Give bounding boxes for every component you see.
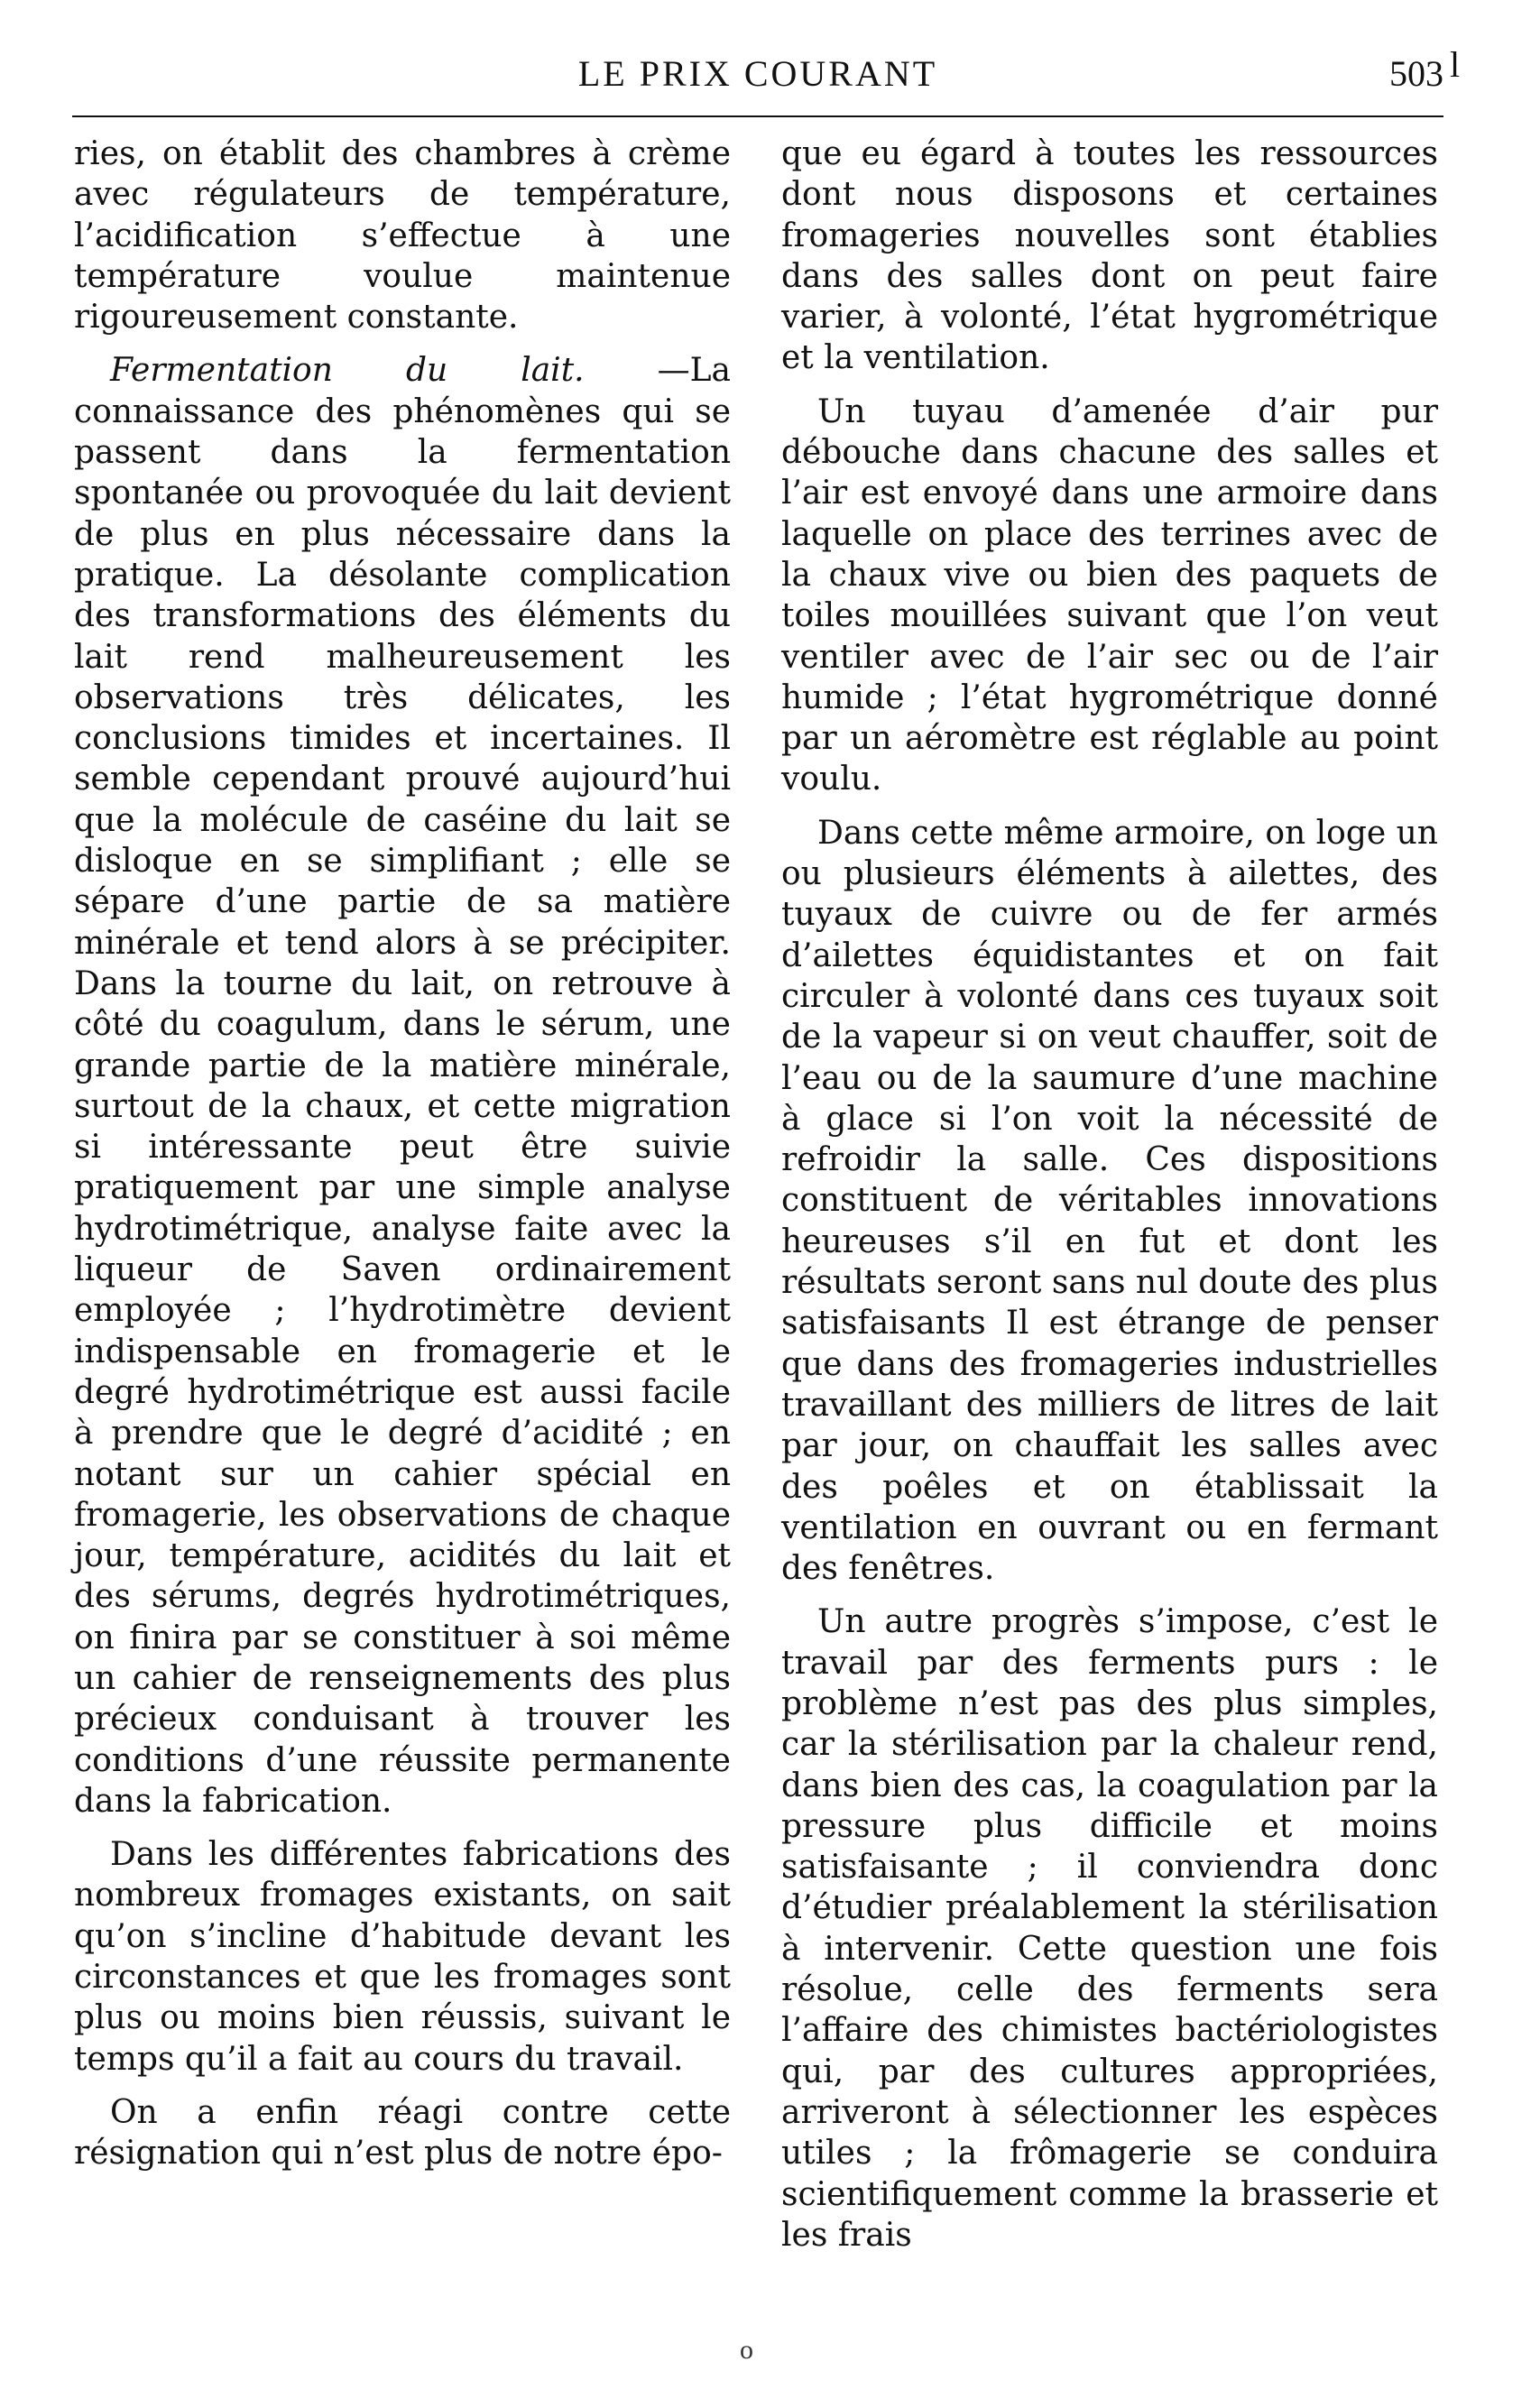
section-paragraph: [74, 350, 731, 1822]
paragraph: Un autre progrès s’impose, c’est le travail par des ferments purs : le problème n’est pas des plus simples, car la stérilisation par la chaleur rend, dans bien des cas, la coagulation par la pressure plus difficile et moins satisfaisante ; il conviendra donc d’étudier préalablement la stérilisation à intervenir. Cette question une fois résolue, celle des ferments sera l’affaire des chimistes bactériologistes qui, par des cultures appropriées, arriveront à sélectionner les espèces utiles ; la frômagerie se conduira scientifiquement comme la brasserie et les frais: [781, 1603, 1438, 2254]
left-column: [74, 134, 731, 2187]
paragraph: ries, on établit des chambres à crème avec régulateurs de température, l’acidification s’effectue à une température voulue maintenue rigoureusement constante.: [74, 135, 731, 337]
running-title: LE PRIX COURANT: [577, 53, 938, 94]
right-column: [781, 134, 1438, 2268]
paragraph: Dans cette même armoire, on loge un ou plusieurs éléments à ailettes, des tuyaux de cuivre ou de fer armés d’ailettes équidistantes et on fait circuler à volonté dans ces tuyaux soit de la vapeur si on veut chauffer, soit de l’eau ou de la saumure d’une machine à glace si l’on voit la nécessité de refroidir la salle. Ces dispositions constituent de véritables innovations heureuses s’il en fut et dont les résultats seront sans nul doute des plus satisfaisants Il est étrange de penser que dans des fromageries industrielles travaillant des milliers de litres de lait par jour, on chauffait les salles avec des poêles et on établissait la ventilation en ouvrant ou en fermant des fenêtres.: [781, 814, 1438, 1588]
paragraph: que eu égard à toutes les ressources dont nous disposons et certaines fromageries nouvelles sont établies dans des salles dont on peut faire varier, à volonté, l’état hygrométrique et la ventilation.: [781, 135, 1438, 377]
header-rule: [72, 115, 1443, 117]
page-number: 503: [1389, 53, 1443, 94]
paragraph: On a enfin réagi contre cette résignation qui n’est plus de notre épo-: [74, 2093, 731, 2173]
section-body: —La connaissance des phénomènes qui se passent dans la fermentation spontanée ou provoquée du lait devient de plus en plus nécessaire dans la pratique. La désolante complication des transformations des éléments du lait rend malheureusement les observations très délicates, les conclusions timides et incertaines. Il semble cependant prouvé aujourd’hui que la molécule de caséine du lait se disloque en se simplifiant ; elle se sépare d’une partie de sa matière minérale et tend alors à se précipiter. Dans la tourne du lait, on retrouve à côté du coagulum, dans le sérum, une grande partie de la matière minérale, surtout de la chaux, et cette migration si intéressante peut être suivie pratiquement par une simple analyse hydrotimétrique, analyse faite avec la liqueur de Saven ordinairement employée ; l’hydrotimètre devient indispensable en fromagerie et le degré hydrotimétrique est aussi facile à prendre que le degré d’acidité ; en notant sur un cahier spécial en fromagerie, les observations de chaque jour, température, acidités du lait et des sérums, degrés hydrotimétriques, on finira par se constituer à soi même un cahier de renseignements des plus précieux conduisant à trouver les conditions d’une réussite permanente dans la fabrication.: [74, 352, 732, 1820]
corner-mark: l: [1450, 44, 1461, 85]
paragraph: Dans les différentes fabrications des nombreux fromages existants, on sait qu’on s’incline d’habitude devant les circonstances et que les fromages sont plus ou moins bien réussis, suivant le temps qu’il a fait au cours du travail.: [74, 1836, 731, 2078]
paragraph: Un tuyau d’amenée d’air pur débouche dans chacune des salles et l’air est envoyé dans une armoire dans laquelle on place des terrines avec de la chaux vive ou bien des paquets de toiles mouillées suivant que l’on veut ventiler avec de l’air sec ou de l’air humide ; l’état hygrométrique donné par un aéromètre est réglable au point voulu.: [781, 392, 1438, 798]
section-title: Fermentation du lait.: [110, 352, 585, 390]
footer-mark: o: [740, 2335, 753, 2365]
page-header: [72, 52, 1443, 106]
